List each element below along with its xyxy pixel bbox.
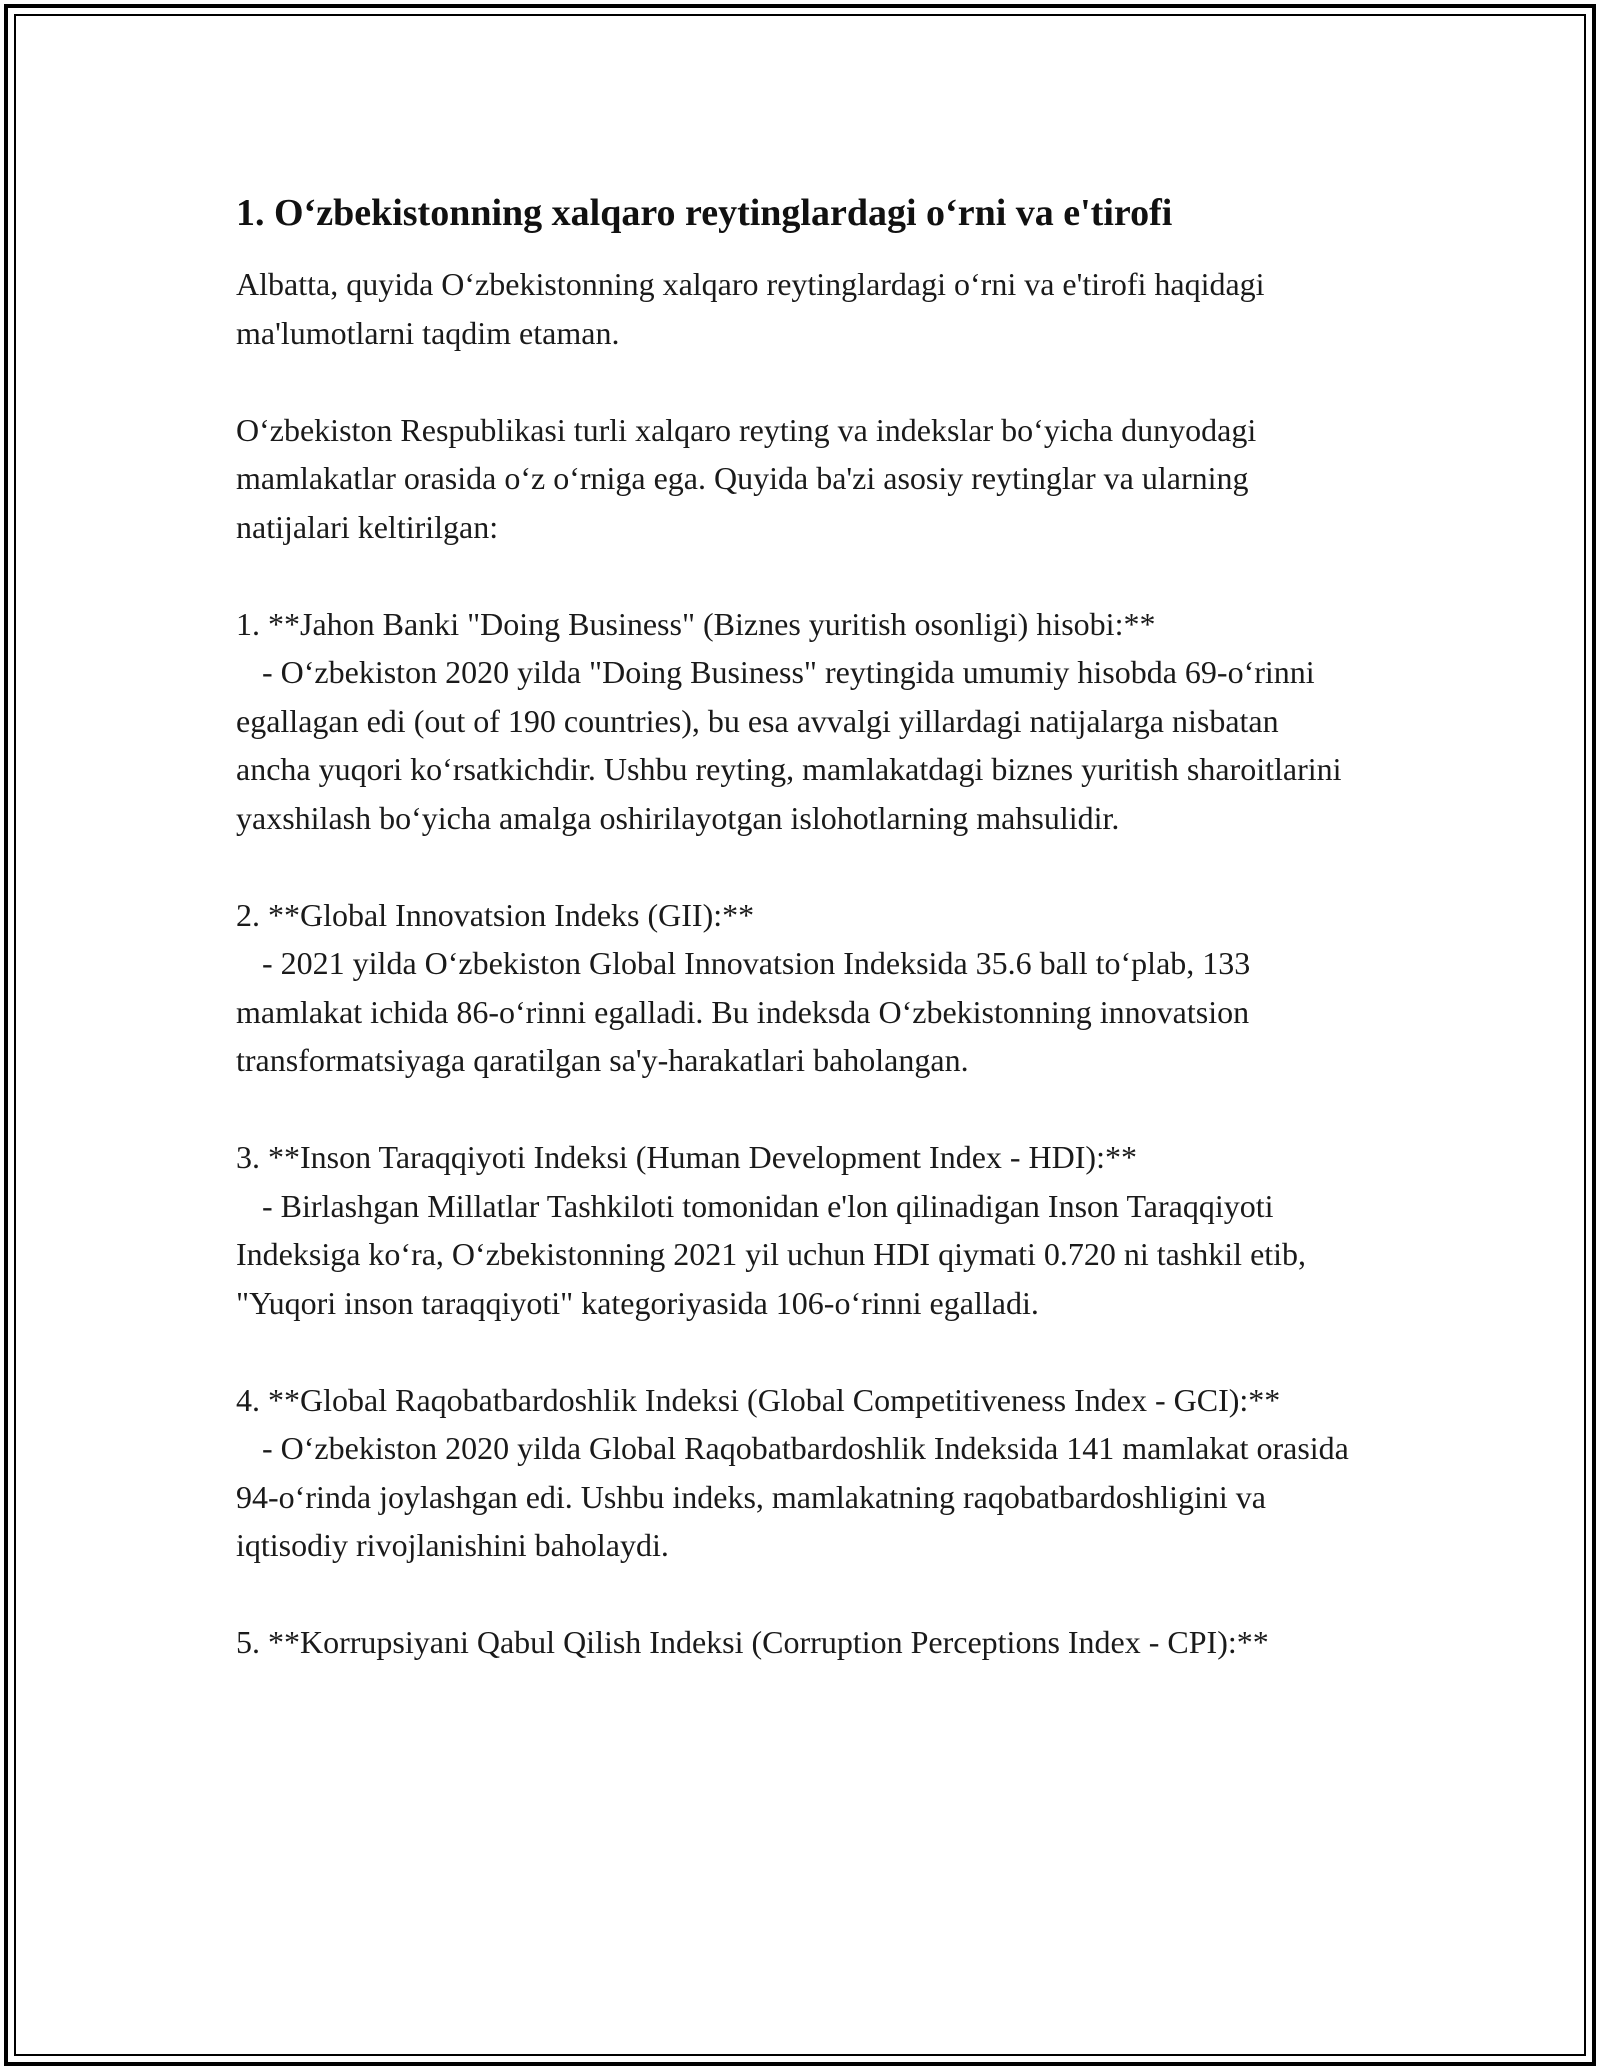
ranking-item-doing-business — [236, 600, 1356, 843]
ranking-item-cpi — [236, 1618, 1356, 1667]
ranking-item-body-wrap — [236, 1424, 1356, 1570]
ranking-item-heading: 2. **Global Innovatsion Indeks (GII):** — [236, 896, 755, 933]
document-title: 1. O‘zbekistonning xalqaro reytinglardagi o‘rni va e'tirofi — [236, 192, 1173, 234]
ranking-item-body: - 2021 yilda O‘zbekiston Global Innovatsion Indeksida 35.6 ball to‘plab, 133 mamlakat ichida 86-o‘rinni egalladi. Bu indeksda O‘zbekistonning innovatsion transformatsiyaga qaratilgan sa'y-harakatlari baholangan. — [236, 945, 1259, 1078]
ranking-item-body-wrap — [236, 939, 1356, 1085]
ranking-item-body: - Birlashgan Millatlar Tashkiloti tomonidan e'lon qilinadigan Inson Taraqqiyoti Indeksiga ko‘ra, O‘zbekistonning 2021 yil uchun HDI qiymati 0.720 ni tashkil etib, "Yuqori inson taraqqiyoti" kategoriyasida 106-o‘rinni egalladi. — [236, 1187, 1315, 1321]
document-body — [236, 186, 1356, 1715]
overview-paragraph: O‘zbekiston Respublikasi turli xalqaro reyting va indekslar bo‘yicha dunyodagi mamlakatlar orasida o‘z o‘rniga ega. Quyida ba'zi asosiy reytinglar va ularning natijalari keltirilgan: — [236, 411, 1265, 545]
ranking-item-heading: 5. **Korrupsiyani Qabul Qilish Indeksi (Corruption Perceptions Index - CPI):** — [236, 1624, 1269, 1660]
ranking-item-gii — [236, 891, 1356, 1085]
ranking-item-body-wrap — [236, 648, 1356, 842]
ranking-item-body-wrap — [236, 1182, 1356, 1328]
intro-paragraph: Albatta, quyida O‘zbekistonning xalqaro reytinglardagi o‘rni va e'tirofi haqidagi ma'lumotlarni taqdim etaman. — [236, 266, 1273, 351]
ranking-item-gci — [236, 1376, 1356, 1570]
ranking-item-heading: 1. **Jahon Banki "Doing Business" (Biznes yuritish osonligi) hisobi:** — [236, 605, 1156, 642]
ranking-item-hdi — [236, 1133, 1356, 1327]
ranking-item-heading: 4. **Global Raqobatbardoshlik Indeksi (Global Competitiveness Index - GCI):** — [236, 1381, 1281, 1418]
ranking-item-body: - O‘zbekiston 2020 yilda Global Raqobatbardoshlik Indeksida 141 mamlakat orasida 94-o‘rinda joylashgan edi. Ushbu indeks, mamlakatning raqobatbardoshligini va iqtisodiy rivojlanishini baholaydi. — [236, 1430, 1357, 1563]
ranking-item-body: - O‘zbekiston 2020 yilda "Doing Business" reytingida umumiy hisobda 69-o‘rinni egallagan edi (out of 190 countries), bu esa avvalgi yillardagi natijalarga nisbatan ancha yuqori ko‘rsatkichdir. Ushbu reyting, mamlakatdagi biznes yuritish sharoitlarini yaxshilash bo‘yicha amalga oshirilayotgan islohotlarning mahsulidir. — [236, 654, 1350, 836]
ranking-item-heading: 3. **Inson Taraqqiyoti Indeksi (Human Development Index - HDI):** — [236, 1139, 1137, 1175]
